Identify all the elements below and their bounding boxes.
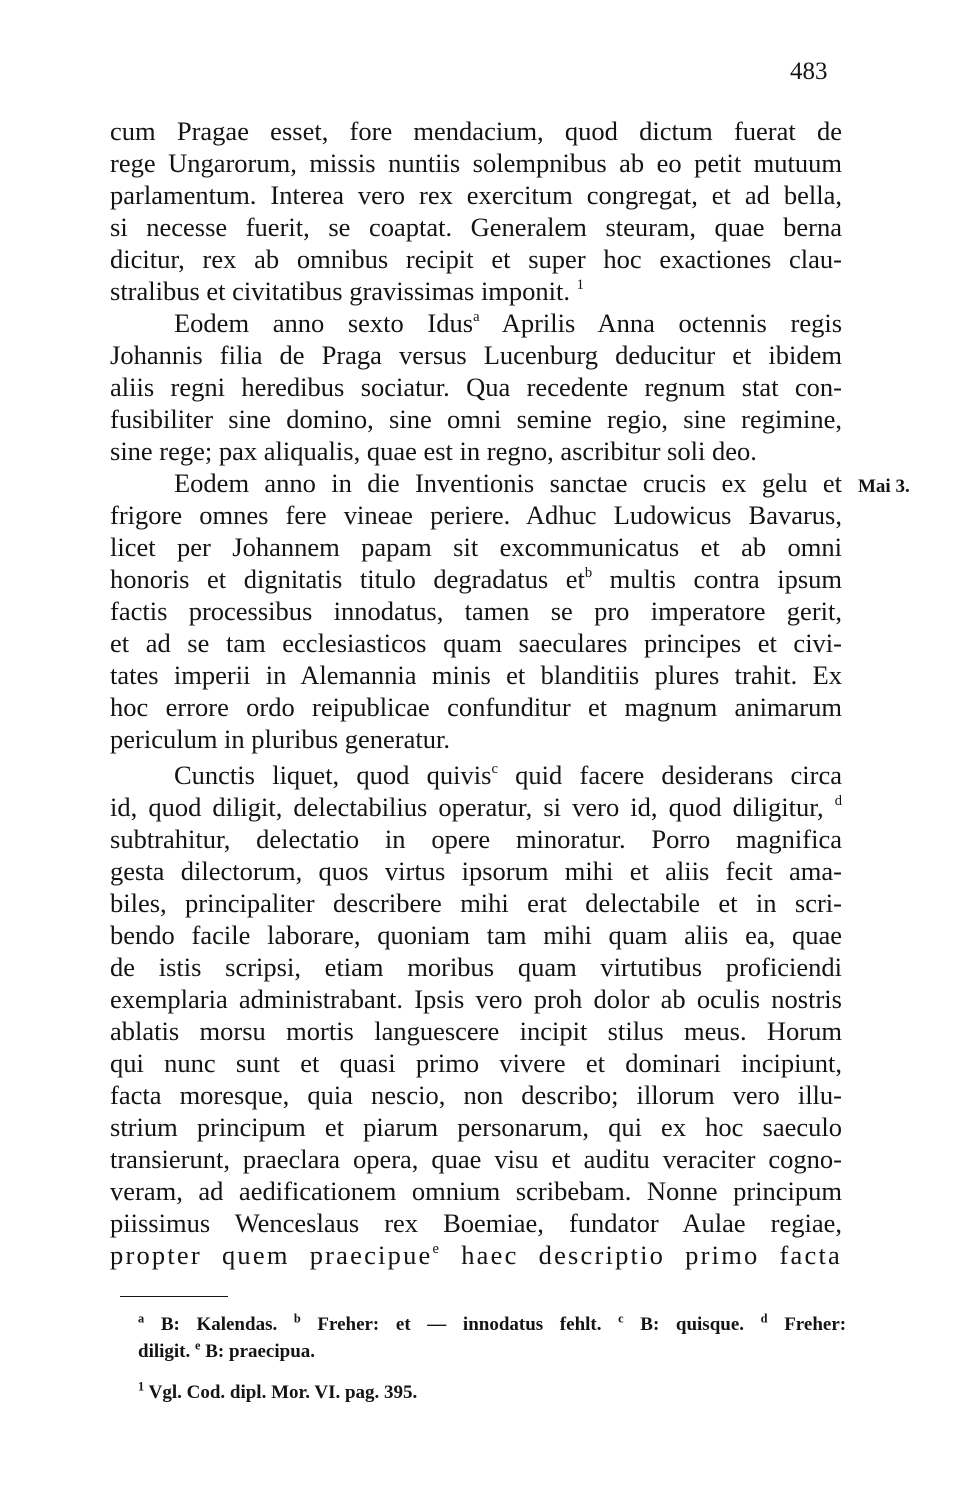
paragraph-first-line — [174, 759, 842, 791]
footnote-a — [138, 1311, 278, 1335]
footnote-ref: 1 — [576, 277, 584, 294]
text-line: tates imperii in Alemannia minis et blanditiis plures trahit. Ex — [110, 660, 842, 690]
footnote-mark: c — [618, 1311, 624, 1326]
text-line: et ad se tam ecclesiasticos quam saeculares principes et civi- — [110, 628, 842, 658]
text-line: biles, principaliter describere mihi erat delectabile et in scri- — [110, 888, 842, 918]
text-line: parlamentum. Interea vero rex exercitum congregat, et ad bella, — [110, 180, 842, 210]
text-line: strium principum et piarum personarum, qui ex hoc saeculo — [110, 1112, 842, 1142]
text-line: veram, ad aedificationem omnium scribebam. Nonne principum — [110, 1176, 842, 1206]
paragraph-first-line — [174, 307, 842, 339]
footnote-mark: d — [760, 1311, 768, 1326]
footnote-mark: a — [138, 1311, 145, 1326]
text-line: cum Pragae esset, fore mendacium, quod dictum fuerat de — [110, 116, 842, 146]
footnote-text: Freher: et — innodatus fehlt. — [317, 1314, 602, 1335]
text-line: aliis regni heredibus sociatur. Qua recedente regnum stat con- — [110, 372, 842, 402]
text-line: dicitur, rex ab omnibus recipit et super hoc exactiones clau- — [110, 244, 842, 274]
text-segment: Aprilis Anna octennis regis — [501, 308, 843, 338]
footnote-text: Freher: — [784, 1314, 847, 1335]
apparatus-line — [138, 1339, 846, 1365]
footnote-d — [760, 1311, 847, 1335]
text-line: periculum in pluribus generatur. — [110, 724, 450, 754]
footnote-1 — [138, 1380, 846, 1406]
variant-ref: c — [491, 761, 498, 778]
footnote-b — [293, 1311, 602, 1335]
footnote-text: Vgl. Cod. dipl. Mor. VI. pag. 395. — [148, 1382, 418, 1403]
apparatus-line — [138, 1312, 846, 1338]
footnote-mark: b — [293, 1311, 301, 1326]
text-segment: multis contra ipsum — [609, 564, 843, 594]
text-segment: haec descriptio primo facta — [461, 1240, 842, 1270]
text-line: facta moresque, quia nescio, non describo; illorum vero illu- — [110, 1080, 842, 1110]
text-line: transierunt, praeclara opera, quae visu et auditu veraciter cogno- — [110, 1144, 842, 1174]
text-line: factis processibus innodatus, tamen se pro imperatore gerit, — [110, 596, 842, 626]
text-line: hoc errore ordo reipublicae confunditur et magnum animarum — [110, 692, 842, 722]
text-line: de istis scripsi, etiam moribus quam virtutibus proficiendi — [110, 952, 842, 982]
footnote-text: B: Kalendas. — [160, 1314, 278, 1335]
text-line: gesta dilectorum, quos virtus ipsorum mihi et aliis fecit ama- — [110, 856, 842, 886]
footnote-text: B: quisque. — [640, 1314, 745, 1335]
text-segment: Cunctis liquet, quod quivis — [174, 760, 492, 790]
variant-ref: d — [834, 793, 843, 810]
footnote-c — [618, 1311, 745, 1335]
text-line: fusibiliter sine domino, sine omni semine regio, sine regimine, — [110, 404, 842, 434]
text-line: subtrahitur, delectatio in opere minoratur. Porro magnifica — [110, 824, 842, 854]
text-line: exemplaria administrabant. Ipsis vero proh dolor ab oculis nostris — [110, 984, 842, 1014]
margin-date-note: Mai 3. — [858, 476, 910, 497]
text-line: sine rege; pax aliqualis, quae est in regno, ascribitur soli deo. — [110, 436, 757, 466]
text-segment: honoris et dignitatis titulo degradatus et — [110, 564, 585, 594]
footnote-mark: 1 — [138, 1379, 145, 1394]
footnote-e — [195, 1338, 316, 1362]
variant-ref: e — [432, 1241, 442, 1258]
text-segment: propter quem praecipue — [110, 1240, 433, 1270]
text-segment: stralibus et civitatibus gravissimas imponit. — [110, 276, 571, 306]
text-line — [110, 791, 842, 823]
text-line: si necesse fuerit, se coaptat. Generalem steuram, quae berna — [110, 212, 842, 242]
variant-ref: b — [584, 565, 593, 582]
footnote-text: B: praecipua. — [205, 1341, 316, 1362]
text-line: licet per Johannem papam sit excommunicatus et ab omni — [110, 532, 842, 562]
text-line: ablatis morsu mortis languescere incipit stilus meus. Horum — [110, 1016, 842, 1046]
footnote-mark: e — [195, 1338, 201, 1353]
text-line: bendo facile laborare, quoniam tam mihi quam aliis ea, quae — [110, 920, 842, 950]
text-line: frigore omnes fere vineae periere. Adhuc Ludowicus Bavarus, — [110, 500, 842, 530]
footnote-text: diligit. — [138, 1341, 191, 1362]
text-segment: Eodem anno sexto Idus — [174, 308, 474, 338]
text-line: rege Ungarorum, missis nuntiis solempnibus ab eo petit mutuum — [110, 148, 842, 178]
text-segment: id, quod diligit, delectabilius operatur, si vero id, quod diligitur, — [110, 792, 824, 822]
page-number: 483 — [790, 58, 828, 85]
text-line — [110, 563, 842, 595]
text-line: Johannis filia de Praga versus Lucenburg deducitur et ibidem — [110, 340, 842, 370]
text-segment: quid facere desiderans circa — [515, 760, 842, 790]
text-line — [110, 1239, 842, 1271]
variant-ref: a — [473, 309, 480, 326]
text-line: qui nunc sunt et quasi primo vivere et dominari incipiunt, — [110, 1048, 842, 1078]
paragraph-first-line: Eodem anno in die Inventionis sanctae crucis ex gelu et — [174, 468, 842, 498]
text-line — [110, 275, 842, 307]
text-line: piissimus Wenceslaus rex Boemiae, fundator Aulae regiae, — [110, 1208, 842, 1238]
footnote-rule — [120, 1296, 228, 1297]
